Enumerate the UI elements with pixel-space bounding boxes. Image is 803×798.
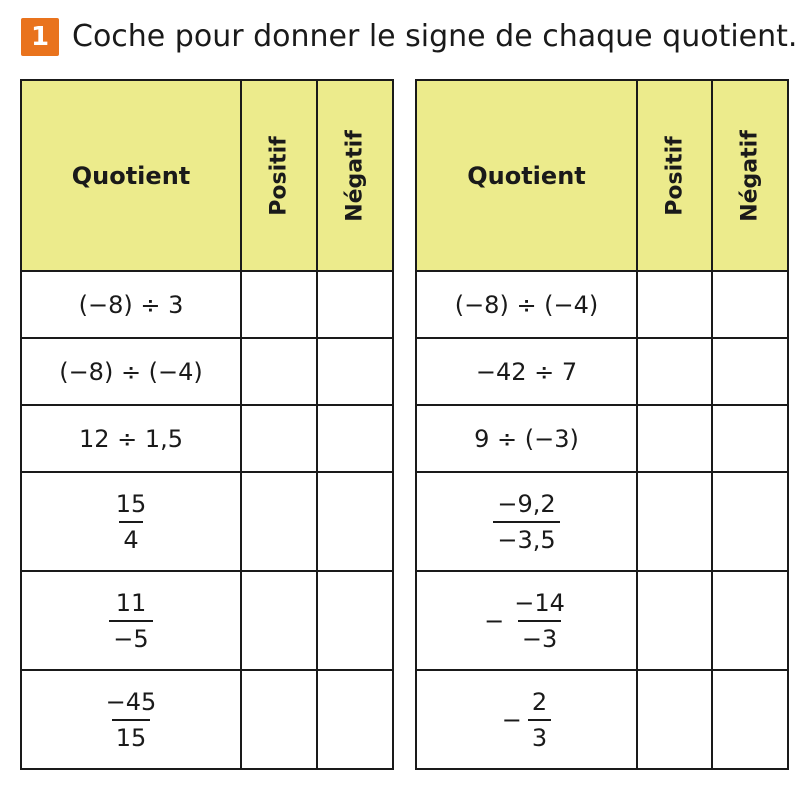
positive-checkbox-cell[interactable] <box>241 338 317 405</box>
table-row <box>21 472 393 571</box>
exercise-number-badge: 1 <box>21 18 59 56</box>
right-quotient-table <box>415 79 789 770</box>
quotient-fraction <box>416 571 637 670</box>
positive-checkbox-cell[interactable] <box>241 670 317 769</box>
positive-header-label: Positif <box>662 135 687 216</box>
positive-checkbox-cell[interactable] <box>241 571 317 670</box>
positive-header-label: Positif <box>266 135 292 216</box>
table-row <box>416 338 788 405</box>
negative-checkbox-cell[interactable] <box>712 670 788 769</box>
fraction-numerator: −9,2 <box>497 489 556 518</box>
negative-checkbox-cell[interactable] <box>317 338 393 405</box>
table-row <box>21 405 393 472</box>
negative-checkbox-cell[interactable] <box>317 405 393 472</box>
positive-header <box>637 80 712 271</box>
table-row <box>416 472 788 571</box>
table-row <box>416 670 788 769</box>
negative-checkbox-cell[interactable] <box>712 571 788 670</box>
positive-checkbox-cell[interactable] <box>637 405 712 472</box>
fraction-numerator: 15 <box>115 489 147 518</box>
quotient-header: Quotient <box>416 80 637 271</box>
negative-checkbox-cell[interactable] <box>712 405 788 472</box>
positive-checkbox-cell[interactable] <box>637 472 712 571</box>
negative-header <box>317 80 393 271</box>
fraction-sign: − <box>484 606 505 635</box>
table-row <box>416 571 788 670</box>
fraction-sign: − <box>501 705 522 734</box>
fraction-denominator: −3,5 <box>493 521 559 554</box>
fraction-denominator: 3 <box>528 719 551 752</box>
quotient-expression: −42 ÷ 7 <box>416 338 637 405</box>
positive-checkbox-cell[interactable] <box>241 271 317 338</box>
quotient-fraction <box>21 670 241 769</box>
positive-checkbox-cell[interactable] <box>637 338 712 405</box>
quotient-expression: (−8) ÷ (−4) <box>416 271 637 338</box>
positive-checkbox-cell[interactable] <box>637 670 712 769</box>
negative-header <box>712 80 788 271</box>
exercise-instruction: Coche pour donner le signe de chaque quotient. <box>72 19 798 54</box>
table-row <box>416 405 788 472</box>
positive-header <box>241 80 317 271</box>
quotient-expression: (−8) ÷ (−4) <box>21 338 241 405</box>
fraction-denominator: 4 <box>119 521 142 554</box>
left-quotient-table <box>20 79 394 770</box>
fraction-numerator: 2 <box>531 687 548 716</box>
quotient-fraction <box>21 571 241 670</box>
negative-checkbox-cell[interactable] <box>712 271 788 338</box>
fraction-denominator: 15 <box>112 719 151 752</box>
negative-header-label: Négatif <box>342 129 368 222</box>
positive-checkbox-cell[interactable] <box>637 571 712 670</box>
negative-checkbox-cell[interactable] <box>712 338 788 405</box>
quotient-expression: 12 ÷ 1,5 <box>21 405 241 472</box>
table-row <box>21 670 393 769</box>
quotient-header: Quotient <box>21 80 241 271</box>
quotient-fraction <box>416 670 637 769</box>
table-row <box>21 271 393 338</box>
negative-checkbox-cell[interactable] <box>712 472 788 571</box>
table-row <box>21 571 393 670</box>
table-row <box>21 338 393 405</box>
fraction-denominator: −5 <box>109 620 152 653</box>
quotient-fraction <box>416 472 637 571</box>
negative-checkbox-cell[interactable] <box>317 571 393 670</box>
quotient-expression: (−8) ÷ 3 <box>21 271 241 338</box>
quotient-expression: 9 ÷ (−3) <box>416 405 637 472</box>
fraction-denominator: −3 <box>518 620 561 653</box>
negative-checkbox-cell[interactable] <box>317 670 393 769</box>
fraction-numerator: −14 <box>514 588 565 617</box>
positive-checkbox-cell[interactable] <box>241 472 317 571</box>
table-row <box>416 271 788 338</box>
positive-checkbox-cell[interactable] <box>637 271 712 338</box>
quotient-fraction <box>21 472 241 571</box>
negative-checkbox-cell[interactable] <box>317 271 393 338</box>
positive-checkbox-cell[interactable] <box>241 405 317 472</box>
negative-header-label: Négatif <box>737 129 763 222</box>
negative-checkbox-cell[interactable] <box>317 472 393 571</box>
fraction-numerator: −45 <box>105 687 157 716</box>
fraction-numerator: 11 <box>115 588 147 617</box>
